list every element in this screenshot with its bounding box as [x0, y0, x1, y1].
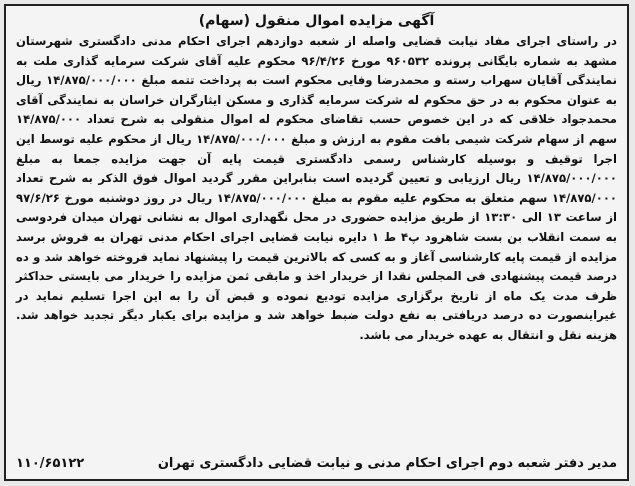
notice-body: در راستای اجرای مفاد نیابت قضایی واصله از شعبه دوازدهم اجرای احکام مدنی دادگستری شهرستان مشهد به شماره بایگانی پرونده ۹۶۰۵۳۲ مورخ ۹۶/۴/۲۶ محکوم علیه آقای شرکت سرمایه گذاری ملت به نمایندگی آقایان سهراب رسته و محمدرضا وفایی محکوم است به پرداخت تتمه مبلغ ۱۴/۸۷۵/۰۰۰/۰۰۰ ریال به عنوان محکوم به در حق محکوم له شرکت سرمایه گذاری و مسکن ایثارگران خراسان به نمایندگی آقای محمدجواد خلاقی که در این خصوص حسب تقاضای محکوم له اموال منقولی به شرح تعداد ۱۴/۸۷۵/۰۰۰ سهم از سهام شرکت شیمی بافت مقوم به ارزش و مبلغ ۱۴/۸۷۵/۰۰۰/۰۰۰ ریال از محکوم علیه توسط این اجرا توقیف و بوسیله کارشناس رسمی دادگستری قیمت پایه آن جهت مزایده جمعا به مبلغ ۱۴/۸۷۵/۰۰۰/۰۰۰ ریال ارزیابی و تعیین گردیده است بنابراین مقرر گردید اموال فوق الذکر به شرح تعداد ۱۴/۸۷۵/۰۰۰ سهم متعلق به محکوم علیه مقوم به مبلغ ۱۴/۸۷۵/۰۰۰/۰۰۰ ریال در روز دوشنبه مورخ ۹۷/۶/۲۶ از ساعت ۱۳ الی ۱۳:۳۰ از طریق مزایده حضوری در محل نگهداری اموال به نشانی تهران میدان فردوسی به سمت انقلاب بن بست شاهرود پ۴ ط ۱ دایره نیابت قضایی اجرای احکام مدنی تهران به فروش برسد مزایده از قیمت پایه کارشناسی آغاز و به کسی که بالاترین قیمت را پیشنهاد نماید فروخته خواهد شد و ده درصد قیمت پیشنهادی فی المجلس نقدا از خریدار اخذ و مابقی ثمن مزایده را خریدار می بایستی حداکثر ظرف مدت یک ماه از تاریخ برگزاری مزایده تودیع نموده و قبض آن را به این اجرا تسلیم نماید در غیراینصورت ده درصد دریافتی به نفع دولت ضبط خواهد شد و مزایده برای یکبار دیگر تجدید خواهد شد. هزینه نقل و انتقال به عهده خریدار می باشد.: [16, 34, 618, 342]
notice-title: آگهی مزایده اموال منقول (سهام): [198, 13, 435, 29]
notice-code: ۱۱۰/۶۵۱۲۲: [16, 456, 85, 471]
auction-notice: [4, 4, 629, 481]
notice-footer: [16, 455, 617, 473]
notice-signature: مدیر دفتر شعبه دوم اجرای احکام مدنی و نیابت قضایی دادگستری تهران: [157, 456, 617, 471]
